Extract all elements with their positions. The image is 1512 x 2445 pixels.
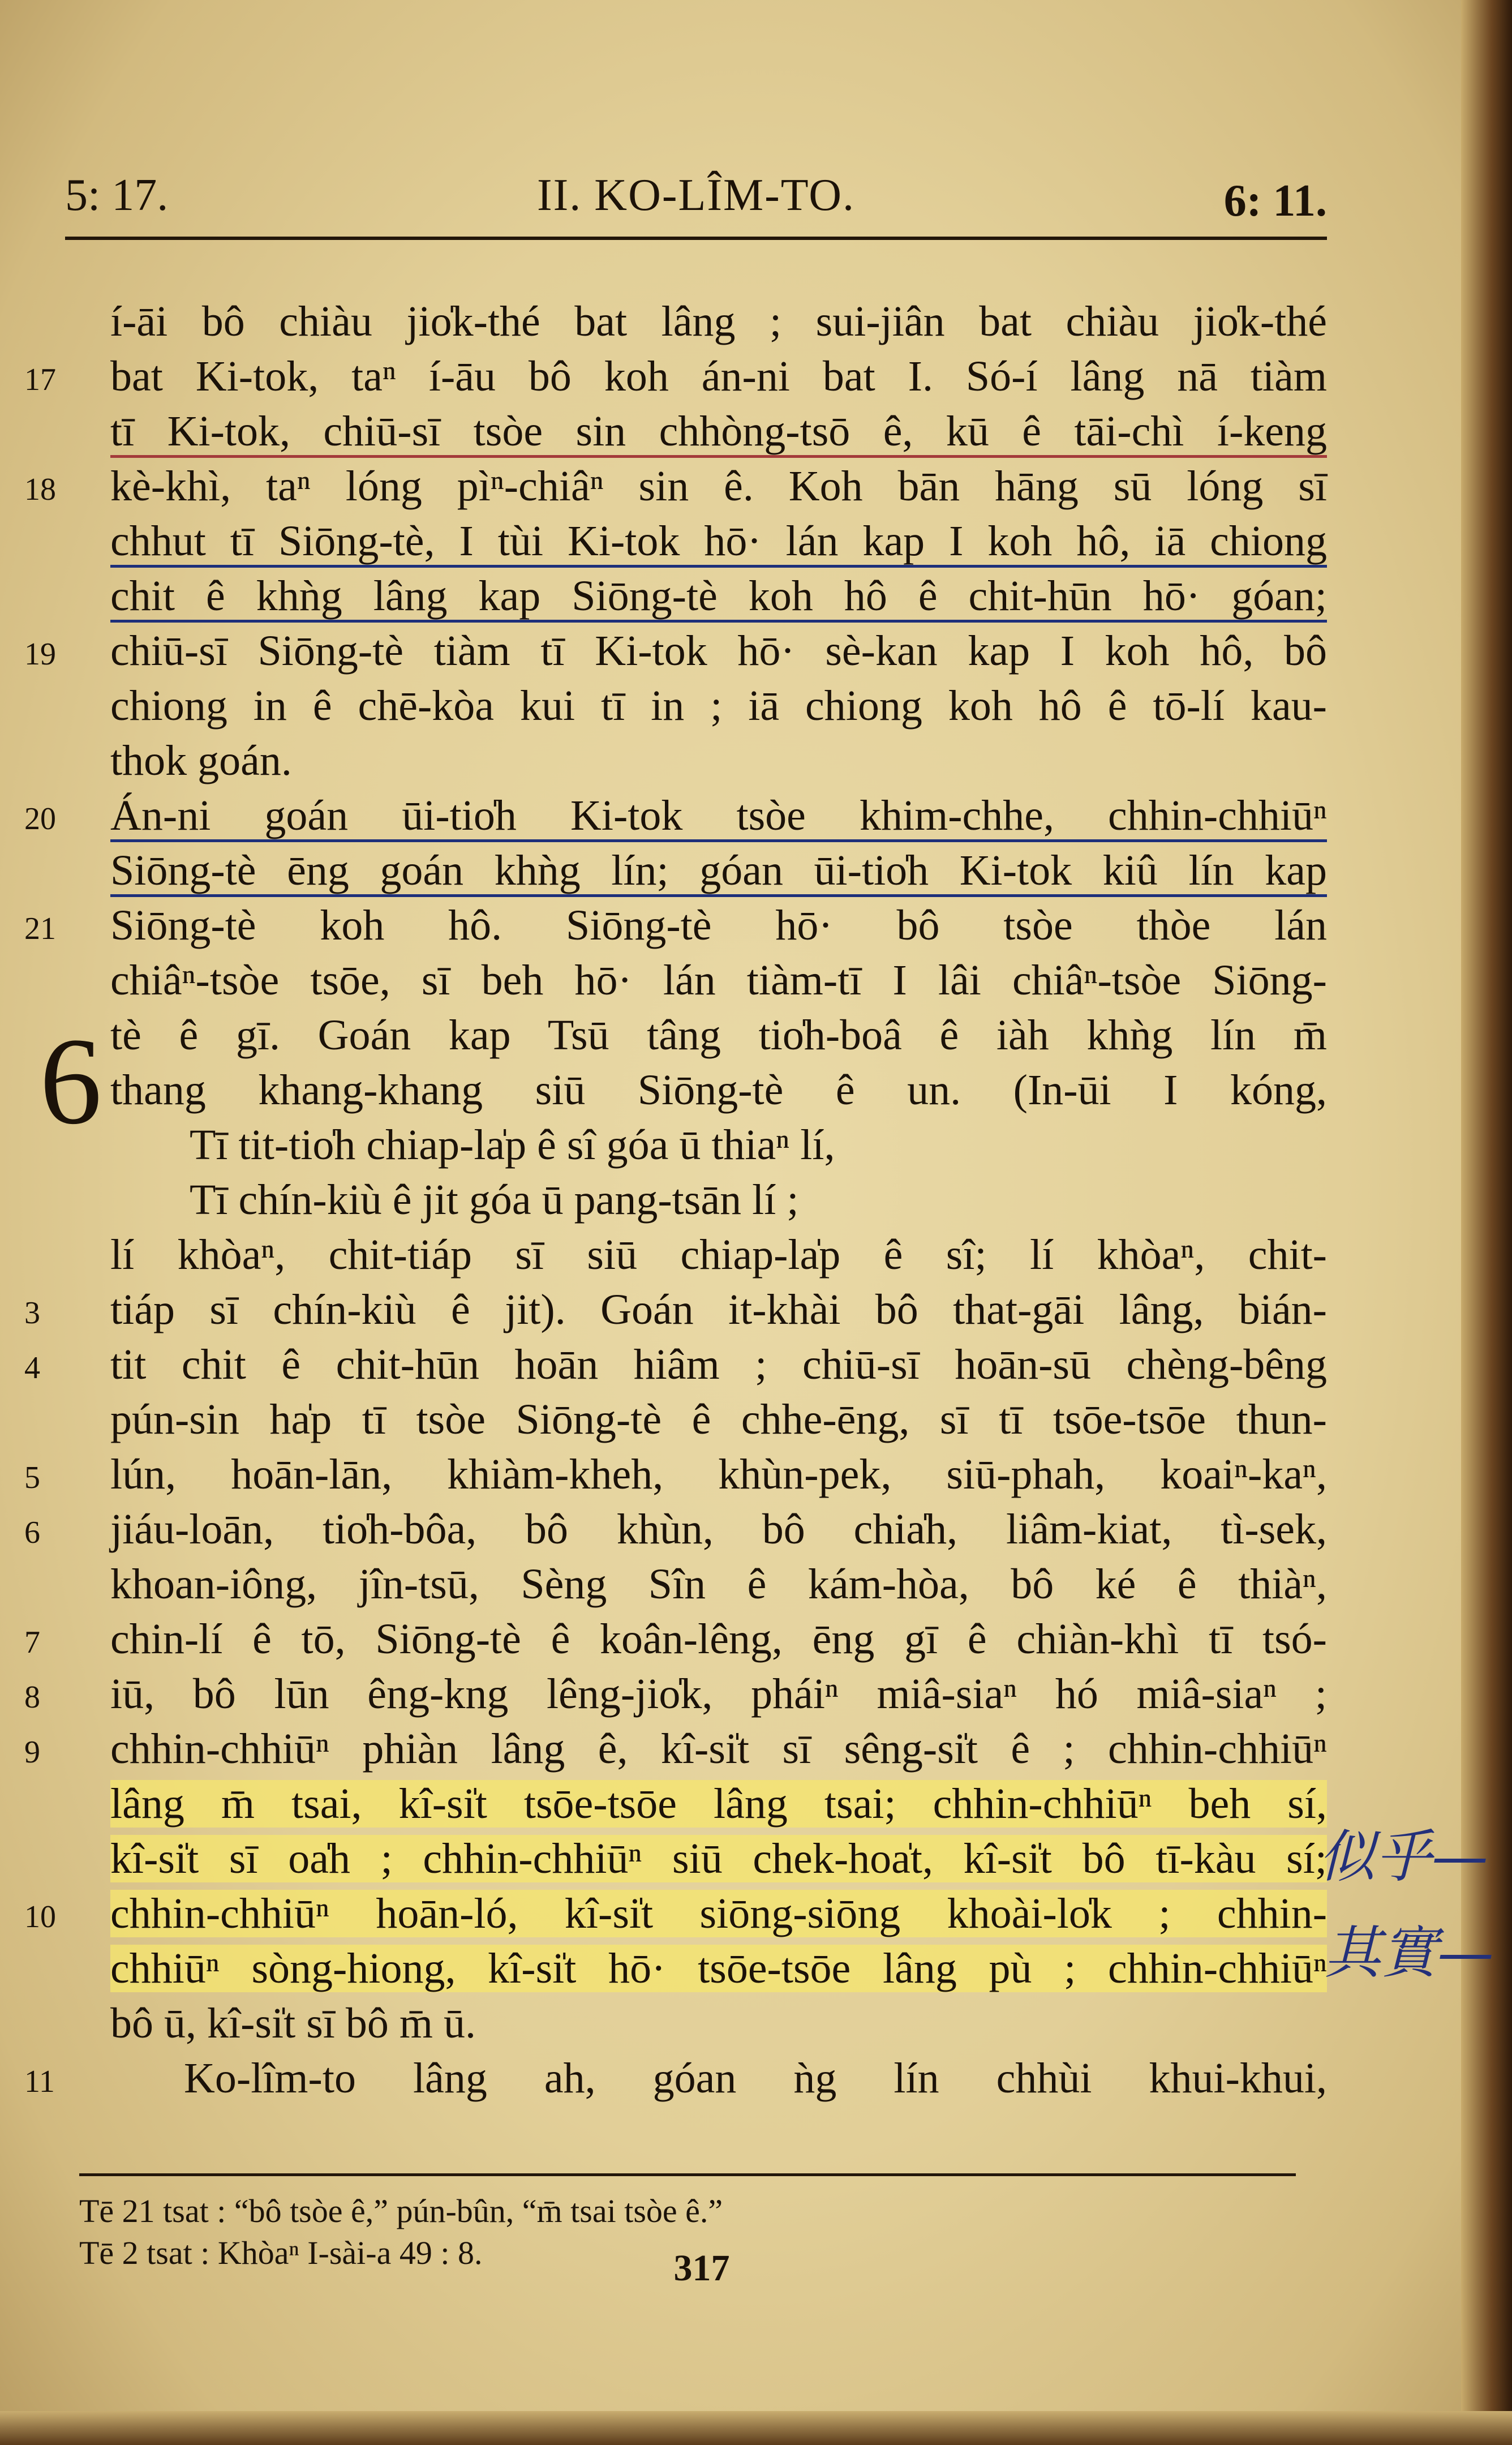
line-text: bat Ki-tok, taⁿ í-āu bô koh án-ni bat I. Só-í lâng nā tiàm [110,353,1327,400]
line-text: jiáu-loān, tio̍h-bôa, bô khùn, bô chia̍h, liâm-kiat, tì-sek, [110,1505,1327,1553]
line-text: chiong in ê chē-kòa kui tī in ; iā chiong koh hô ê tō-lí kau- [110,682,1327,730]
line-text-underlined-red: tī Ki-tok, chiū-sī tsòe sin chhòng-tsō ê, kū ê tāi-chì í-keng [110,408,1327,458]
poetry-line [110,1118,1327,1173]
page-edge-bottom [0,2411,1512,2445]
line-text: chhin-chhiūⁿ phiàn lâng ê, kî-si̍t sī sêng-si̍t ê ; chhin-chhiūⁿ [110,1725,1327,1773]
text-line [110,569,1327,624]
line-text-underlined-blue: chit ê khǹg lâng kap Siōng-tè koh hô ê chit-hūn hō· góan; [110,572,1327,623]
text-line [110,1228,1327,1282]
text-line [110,1063,1327,1118]
verse-number: 21 [24,911,56,946]
line-text: kè-khì, taⁿ lóng pìⁿ-chiâⁿ sin ê. Koh bān hāng sū lóng sī [110,462,1327,510]
line-text: Tī chín-kiù ê jit góa ū pang-tsān lí ; [190,1176,799,1224]
text-line [110,1831,1327,1886]
text-line [24,1612,1327,1667]
text-line [24,1722,1327,1777]
line-text: chiū-sī Siōng-tè tiàm tī Ki-tok hō· sè-kan kap I koh hô, bô [110,627,1327,675]
line-text-highlighted: kî-si̍t sī oa̍h ; chhin-chhiūⁿ siū chek-hoa̍t, kî-si̍t bô tī-kàu sí; [110,1835,1327,1882]
line-text: Siōng-tè koh hô. Siōng-tè hō· bô tsòe thòe lán [110,902,1327,949]
line-text: thang khang-khang siū Siōng-tè ê un. (In-ūi I kóng, [110,1066,1327,1114]
text-line [110,734,1327,788]
verse-number: 18 [24,472,56,507]
text-line [110,1996,1327,2051]
text-line [24,1447,1327,1502]
text-line [110,1008,1327,1063]
verse-number: 5 [24,1460,40,1495]
verse-number: 9 [24,1735,40,1770]
line-text-underlined-blue: Án-ni goán ūi-tio̍h Ki-tok tsòe khim-chhe, chhin-chhiūⁿ [110,792,1327,842]
text-line [110,514,1327,569]
header-book-title: II. KO-LÎM-TO. [537,170,855,220]
line-text: lún, hoān-lān, khiàm-kheh, khùn-pek, siū-phah, koaiⁿ-kaⁿ, [110,1451,1327,1498]
text-line [110,679,1327,734]
line-text: khoan-iông, jîn-tsū, Sèng Sîn ê kám-hòa, bô ké ê thiàⁿ, [110,1560,1327,1608]
line-text: tè ê gī. Goán kap Tsū tâng tio̍h-boâ ê iàh khǹg lín m̄ [110,1011,1327,1059]
line-text: thok goán. [110,737,292,784]
text-line [24,898,1327,953]
line-text-underlined-blue: chhut tī Siōng-tè, I tùi Ki-tok hō· lán kap I koh hô, iā chiong [110,517,1327,568]
verse-number: 19 [24,637,56,672]
handwritten-note: 似乎— [1318,1824,1488,1890]
line-text: tiáp sī chín-kiù ê jit). Goán it-khài bô that-gāi lâng, bián- [110,1286,1327,1333]
line-text: bô ū, kî-si̍t sī bô m̄ ū. [110,2000,476,2047]
page-edge-right [1461,0,1512,2445]
line-text-underlined-blue: Siōng-tè ēng goán khǹg lín; góan ūi-tio̍h Ki-tok kiû lín kap [110,847,1327,897]
text-line [110,953,1327,1008]
poetry-line [110,1173,1327,1228]
text-line [24,459,1327,514]
verse-number: 10 [24,1899,56,1934]
verse-number: 3 [24,1296,40,1331]
line-text: tit chit ê chit-hūn hoān hiâm ; chiū-sī hoān-sū chèng-bêng [110,1341,1327,1388]
text-line [24,1282,1327,1337]
line-text: iū, bô lūn êng-kng lêng-jio̍k, pháiⁿ miâ-siaⁿ hó miâ-siaⁿ ; [110,1670,1327,1718]
verse-number: 4 [24,1350,40,1386]
line-text-highlighted: chhin-chhiūⁿ hoān-ló, kî-si̍t siōng-siōng khoài-lo̍k ; chhin- [110,1890,1327,1937]
handwritten-note: 其實— [1324,1920,1494,1986]
header-left-reference: 5: 17. [65,170,169,220]
verse-number: 17 [24,362,56,397]
text-line [110,404,1327,459]
line-text: Tī tit-tio̍h chiap-la̍p ê sî góa ū thiaⁿ lí, [190,1121,835,1169]
line-text: Ko-lîm-to lâng ah, góan ǹg lín chhùi khui-khui, [184,2054,1327,2102]
text-line [110,294,1327,349]
footnote: Tē 2 tsat : Khòaⁿ I-sài-a 49 : 8. [79,2234,483,2271]
text-line [110,1557,1327,1612]
text-line [24,1502,1327,1557]
footnote: Tē 21 tsat : “bô tsòe ê,” pún-bûn, “m̄ tsai tsòe ê.” [79,2193,723,2229]
verse-number: 7 [24,1625,40,1660]
text-line [24,788,1327,843]
chapter-number: 6 [40,1012,102,1150]
text-line [110,1777,1327,1831]
page-number: 317 [673,2247,730,2289]
text-line [110,1392,1327,1447]
text-line [24,1886,1327,1941]
line-text: chiâⁿ-tsòe tsōe, sī beh hō· lán tiàm-tī I lâi chiâⁿ-tsòe Siōng- [110,956,1327,1004]
line-text: chin-lí ê tō, Siōng-tè ê koân-lêng, ēng gī ê chiàn-khì tī tsó- [110,1615,1327,1663]
text-line [24,624,1327,679]
line-text: lí khòaⁿ, chit-tiáp sī siū chiap-la̍p ê sî; lí khòaⁿ, chit- [110,1231,1327,1279]
text-line [110,843,1327,898]
text-line [24,349,1327,404]
text-line [24,1337,1327,1392]
running-header [65,164,1327,226]
scripture-text [24,294,1327,2106]
line-text-highlighted: chhiūⁿ sòng-hiong, kî-si̍t hō· tsōe-tsōe lâng pù ; chhin-chhiūⁿ [110,1945,1327,1992]
verse-number: 6 [24,1515,40,1550]
header-rule [65,237,1327,240]
verse-number: 8 [24,1680,40,1715]
line-text: pún-sin ha̍p tī tsòe Siōng-tè ê chhe-ēng, sī tī tsōe-tsōe thun- [110,1396,1327,1443]
text-line [24,1667,1327,1722]
verse-number: 11 [24,2064,55,2099]
text-line [24,2051,1327,2106]
header-right-reference: 6: 11. [1223,176,1327,226]
line-text-highlighted: lâng m̄ tsai, kî-si̍t tsōe-tsōe lâng tsai; chhin-chhiūⁿ beh sí, [110,1780,1327,1828]
text-line [110,1941,1327,1996]
line-text: í-āi bô chiàu jio̍k-thé bat lâng ; sui-jiân bat chiàu jio̍k-thé [110,298,1327,345]
footnote-rule [79,2173,1296,2176]
verse-number: 20 [24,801,56,837]
